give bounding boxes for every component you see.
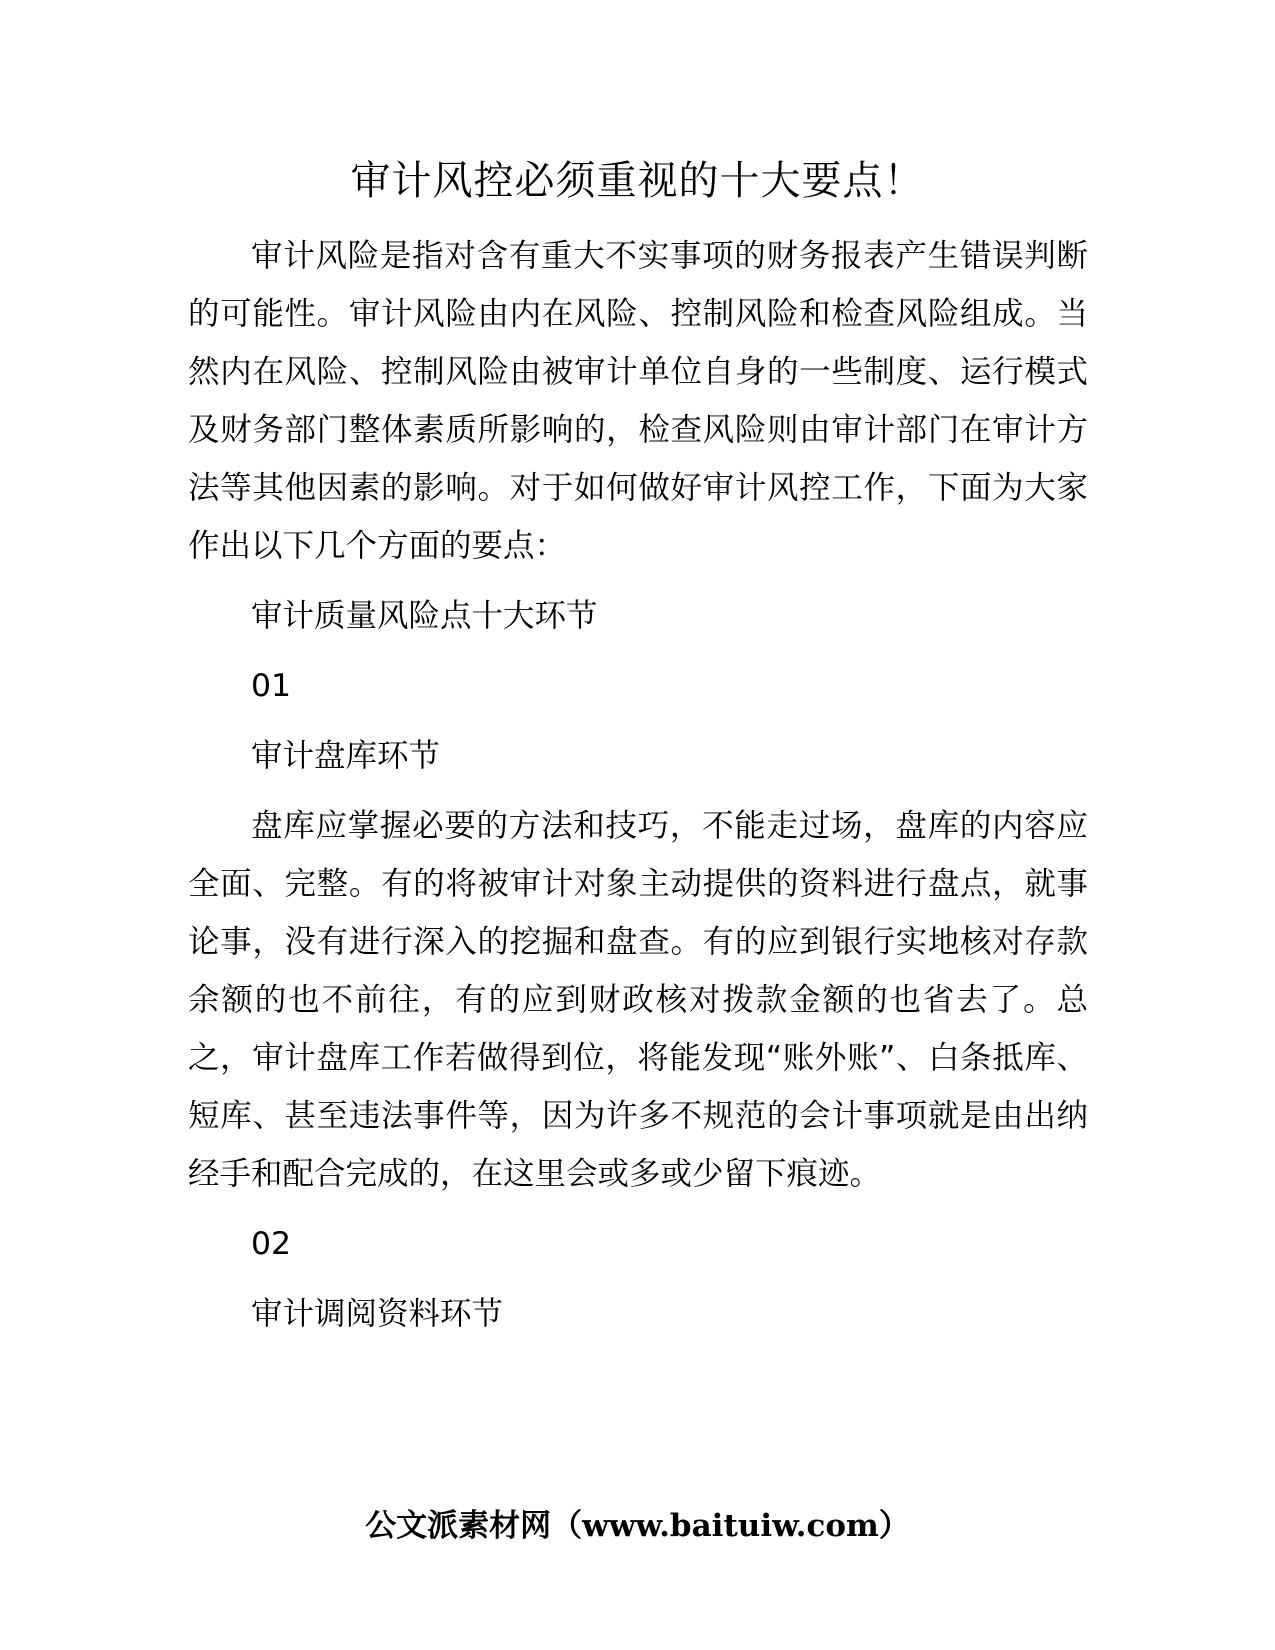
page-footer: 公文派素材网（www.baituiw.com） (365, 1508, 910, 1544)
item-number: 01 (251, 668, 292, 704)
section-heading: 审计质量风险点十大环节 (251, 598, 598, 634)
page-title: 审计风控必须重视的十大要点！ (350, 158, 925, 204)
item-number: 02 (251, 1226, 292, 1262)
document-body (188, 227, 1088, 1355)
intro-paragraph: 审计风险是指对含有重大不实事项的财务报表产生错误判断的可能性。审计风险由内在风险、控制风险和检查风险组成。当然内在风险、控制风险由被审计单位自身的一些制度、运行模式及财务部门整体素质所影响的，检查风险则由审计部门在审计方法等其他因素的影响。对于如何做好审计风控工作，下面为大家作出以下几个方面的要点： (188, 238, 1088, 564)
item-heading: 审计盘库环节 (251, 738, 441, 774)
item-heading: 审计调阅资料环节 (251, 1296, 504, 1332)
item-paragraph: 盘库应掌握必要的方法和技巧，不能走过场，盘库的内容应全面、完整。有的将被审计对象主动提供的资料进行盘点，就事论事，没有进行深入的挖掘和盘查。有的应到银行实地核对存款余额的也不前往，有的应到财政核对拨款金额的也省去了。总之，审计盘库工作若做得到位，将能发现“账外账”、白条抵库、短库、甚至违法事件等，因为许多不规范的会计事项就是由出纳经手和配合完成的，在这里会或多或少留下痕迹。 (188, 808, 1088, 1192)
